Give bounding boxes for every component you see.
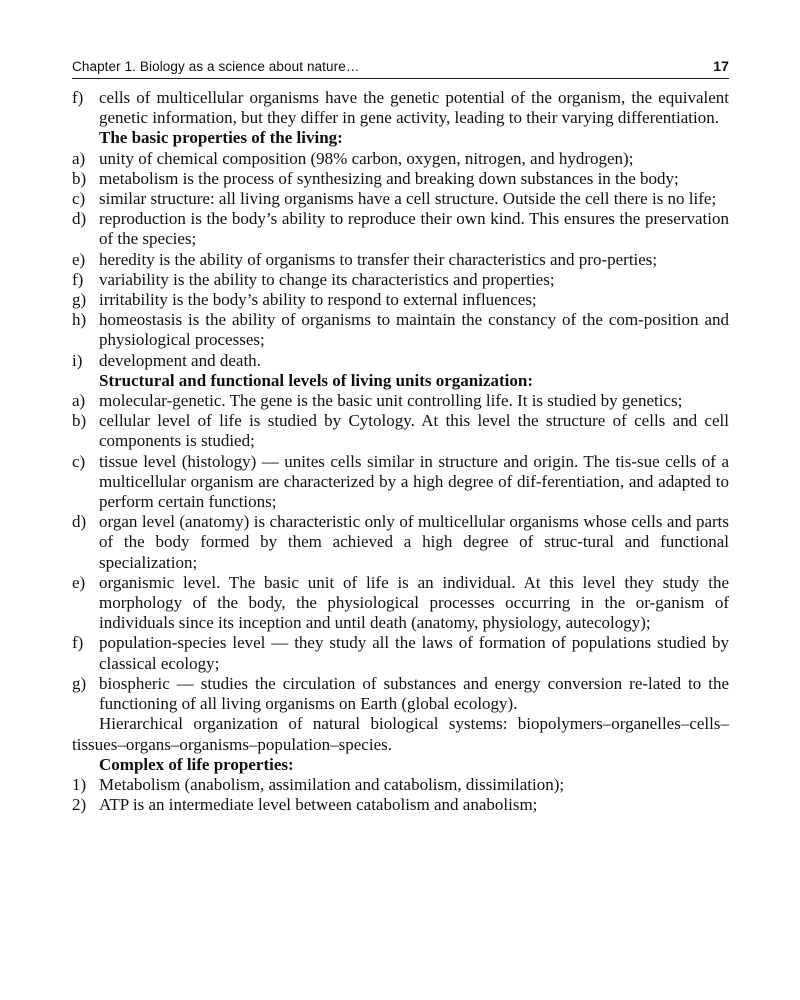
list-item-text: heredity is the ability of organisms to transfer their characteristics and pro-perties; xyxy=(99,249,658,269)
list-item-text: cellular level of life is studied by Cytology. At this level the structure of cells and cell components is studied; xyxy=(99,411,729,451)
list-item-text: ATP is an intermediate level between catabolism and anabolism; xyxy=(99,795,538,815)
list-marker: d) xyxy=(72,209,87,229)
list-marker: c) xyxy=(72,451,86,471)
page-body xyxy=(72,88,729,815)
list-marker: e) xyxy=(72,249,86,269)
list-item-text: tissue level (histology) — unites cells similar in structure and origin. The tis-sue cells of a multicellular organism are characterized by a high degree of dif-ferentiation, and adapted to perform certain functions; xyxy=(99,451,729,512)
list-marker: 2) xyxy=(72,795,87,815)
list-item xyxy=(72,452,729,513)
list-item xyxy=(72,88,729,128)
list-marker: f) xyxy=(72,633,84,653)
list-item xyxy=(72,169,729,189)
list-item-text: cells of multicellular organisms have the genetic potential of the organism, the equivalent genetic information, but they differ in gene activity, leading to their varying differentiation. xyxy=(99,88,729,128)
list-item xyxy=(72,189,729,209)
list-item xyxy=(72,270,729,290)
list-marker: i) xyxy=(72,350,83,370)
list-item xyxy=(72,290,729,310)
list-marker: g) xyxy=(72,673,87,693)
list-marker: a) xyxy=(72,391,86,411)
list-marker: a) xyxy=(72,148,86,168)
paragraph: Hierarchical organization of natural biological systems: biopolymers–organelles–cells–tissues–organs–organisms–population–species. xyxy=(72,714,729,754)
list-marker: b) xyxy=(72,168,87,188)
list-item-text: population-species level — they study all the laws of formation of populations studied by classical ecology; xyxy=(99,633,729,673)
list-item xyxy=(72,391,729,411)
list-item xyxy=(72,310,729,350)
list-item xyxy=(72,573,729,634)
chapter-title: Chapter 1. Biology as a science about nature… xyxy=(72,59,360,74)
section-heading: Structural and functional levels of living units organization: xyxy=(99,370,533,390)
list-item-text: unity of chemical composition (98% carbon, oxygen, nitrogen, and hydrogen); xyxy=(99,148,634,168)
list-item-text: molecular-genetic. The gene is the basic unit controlling life. It is studied by genetics; xyxy=(99,391,683,411)
list-item-text: variability is the ability to change its characteristics and properties; xyxy=(99,269,555,289)
list-item-text: development and death. xyxy=(99,350,261,370)
list-item-text: organ level (anatomy) is characteristic only of multicellular organisms whose cells and parts of the body formed by them achieved a high degree of struc-tural and functional specialization; xyxy=(99,512,729,572)
book-page xyxy=(72,58,729,815)
list-item xyxy=(72,351,729,371)
list-item xyxy=(72,209,729,249)
list-item xyxy=(72,411,729,451)
list-marker: 1) xyxy=(72,774,87,794)
list-item xyxy=(72,775,729,795)
list-item xyxy=(72,250,729,270)
list-item xyxy=(72,512,729,573)
list-item-text: Metabolism (anabolism, assimilation and catabolism, dissimilation); xyxy=(99,774,565,794)
list-marker: d) xyxy=(72,512,87,532)
list-item-text: reproduction is the body’s ability to reproduce their own kind. This ensures the preservation of the species; xyxy=(99,209,729,249)
list-item-text: organismic level. The basic unit of life is an individual. At this level they study the morphology of the body, the physiological processes occurring in the or-ganism of individuals since its inception and until death (anatomy, physiology, autecology); xyxy=(99,572,729,633)
list-marker: g) xyxy=(72,290,87,310)
section-heading: The basic properties of the living: xyxy=(99,128,343,148)
list-item-text: metabolism is the process of synthesizing and breaking down substances in the body; xyxy=(99,168,679,188)
page-number: 17 xyxy=(713,58,729,74)
list-item-text: similar structure: all living organisms have a cell structure. Outside the cell there is no life; xyxy=(99,189,717,209)
list-item xyxy=(72,795,729,815)
list-item-text: biospheric — studies the circulation of substances and energy conversion re-lated to the functioning of all living organisms on Earth (global ecology). xyxy=(99,673,729,714)
list-marker: f) xyxy=(72,269,84,289)
list-marker: f) xyxy=(72,88,84,107)
list-item xyxy=(72,633,729,673)
list-item xyxy=(72,149,729,169)
running-header xyxy=(72,58,729,79)
list-marker: c) xyxy=(72,189,86,209)
list-item-text: irritability is the body’s ability to respond to external influences; xyxy=(99,290,537,310)
section-heading: Complex of life properties: xyxy=(99,754,294,774)
list-marker: h) xyxy=(72,310,87,330)
list-item xyxy=(72,674,729,714)
list-item-text: homeostasis is the ability of organisms to maintain the constancy of the com-position and physiological processes; xyxy=(99,310,729,350)
list-marker: b) xyxy=(72,411,87,431)
list-marker: e) xyxy=(72,572,86,592)
